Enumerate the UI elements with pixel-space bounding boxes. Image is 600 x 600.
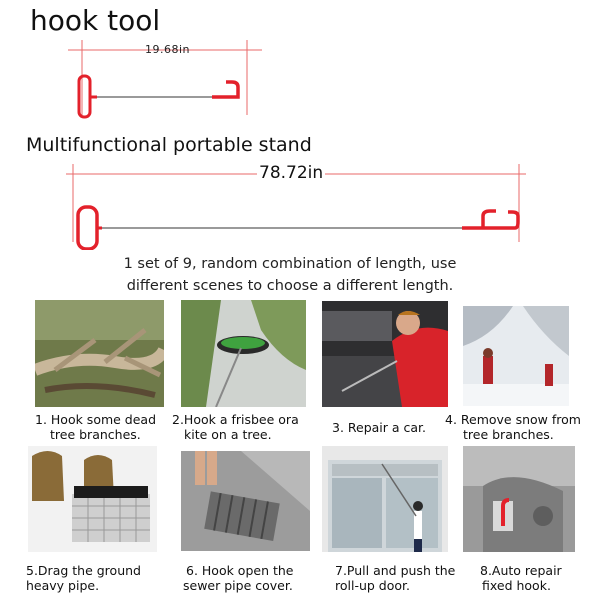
scene-caption-8: 8.Auto repair fixed hook. <box>480 563 562 593</box>
long-length-label: 78.72in <box>259 163 324 183</box>
subtitle: Multifunctional portable stand <box>26 134 312 156</box>
short-t-handle <box>79 76 90 117</box>
page-title: hook tool <box>30 4 161 37</box>
scene-photo-sewer-cover <box>181 451 310 551</box>
scene-caption-5: 5.Drag the ground heavy pipe. <box>26 563 141 593</box>
short-hook-diagram <box>0 0 600 125</box>
scene-photo-rollup-door <box>322 446 448 552</box>
scene-photo-frisbee <box>181 300 306 407</box>
scene-caption-1: 1. Hook some dead tree branches. <box>35 412 157 442</box>
scene-caption-6: 6. Hook open the sewer pipe cover. <box>183 563 294 593</box>
short-hook-end <box>212 82 238 97</box>
long-hook-end <box>462 211 518 228</box>
scene-photo-car-repair <box>322 301 448 407</box>
scene-caption-4: 4. Remove snow from tree branches. <box>445 412 581 442</box>
scene-caption-3: 3. Repair a car. <box>332 420 427 435</box>
scene-caption-7: 7.Pull and push the roll-up door. <box>335 563 456 593</box>
scene-caption-2: 2.Hook a frisbee ora kite on a tree. <box>172 412 299 442</box>
scene-photo-auto-hook <box>463 446 575 552</box>
description: 1 set of 9, random combination of length, use different scenes to choose a different length. <box>123 256 457 294</box>
scene-photo-snow <box>463 306 569 406</box>
short-length-label: 19.68in <box>145 43 191 56</box>
long-t-handle <box>78 207 97 249</box>
scene-photo-drag-pipe <box>28 446 157 552</box>
scene-photo-dead-branches <box>35 300 164 407</box>
